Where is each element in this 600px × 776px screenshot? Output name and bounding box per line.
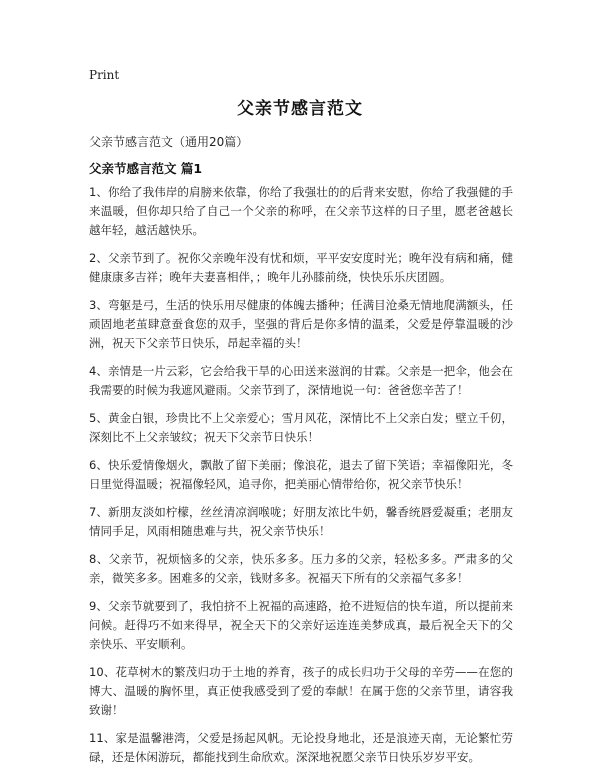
paragraph: 9、父亲节就要到了，我怕挤不上祝福的高速路，抢不进短信的快车道，所以提前来问候。赶得巧不如来得早，祝全天下的父亲好运连连美梦成真，最后祝全天下的父亲快乐、平安顺利。 xyxy=(89,599,513,651)
paragraph: 10、花草树木的繁茂归功于土地的养育，孩子的成长归功于父母的辛劳——在您的博大、温暖的胸怀里，真正使我感受到了爱的奉献！在属于您的父亲节里，请容我致谢！ xyxy=(89,665,513,717)
paragraph: 3、弯躯是弓，生活的快乐用尽健康的体魄去播种；任满目沧桑无情地爬满额头，任顽固地老茧肆意蚕食您的双手，坚强的背后是你多情的温柔，父爱是停靠温暖的沙洲，祝天下父亲节日快乐，昂起幸福的头！ xyxy=(89,298,513,350)
paragraph: 11、家是温馨港湾，父爱是扬起风帆。无论投身地北，还是浪迹天南，无论繁忙劳碌，还是休闲游玩，都能找到生命欣欢。深深地祝愿父亲节日快乐岁岁平安。 xyxy=(89,731,513,764)
paragraph-list xyxy=(89,183,513,776)
document-title: 父亲节感言范文 xyxy=(237,99,363,119)
paragraph: 4、亲情是一片云彩，它会给我干旱的心田送来滋润的甘霖。父亲是一把伞，他会在我需要的时候为我遮风避雨。父亲节到了，深情地说一句：爸爸您辛苦了！ xyxy=(89,364,513,397)
section-heading: 父亲节感言范文 篇1 xyxy=(89,161,203,176)
paragraph: 8、父亲节，祝烦恼多的父亲，快乐多多。压力多的父亲，轻松多多。严肃多的父亲，微笑多多。困难多的父亲，钱财多多。祝福天下所有的父亲福气多多！ xyxy=(89,552,513,585)
paragraph: 5、黄金白银，珍贵比不上父亲爱心；雪月风花，深情比不上父亲白发；壁立千仞，深刻比不上父亲皱纹；祝天下父亲节日快乐！ xyxy=(89,411,513,444)
paragraph: 6、快乐爱情像烟火，飘散了留下美丽；像浪花，退去了留下笑语；幸福像阳光，冬日里觉得温暖；祝福像轻风，追寻你，把美丽心情带给你，祝父亲节快乐！ xyxy=(89,458,513,491)
document-subtitle: 父亲节感言范文（通用20篇） xyxy=(89,135,249,149)
paragraph: 1、你给了我伟岸的肩膀来依靠，你给了我强壮的的后背来安慰，你给了我强健的手来温暖，但你却只给了自己一个父亲的称呼，在父亲节这样的日子里，愿老爸越长越年轻，越活越快乐。 xyxy=(89,185,513,237)
paragraph: 7、新朋友淡如柠檬，丝丝清凉润喉咙；好朋友浓比牛奶，馨香统唇爱凝重；老朋友情同手足，风雨相随患难与共，祝父亲节快乐！ xyxy=(89,505,513,538)
print-label[interactable]: Print xyxy=(89,68,120,82)
paragraph: 2、父亲节到了。祝你父亲晚年没有忧和烦，平平安安度时光；晚年没有病和痛，健健康康多吉祥；晚年夫妻喜相伴，；晚年儿孙膝前绕，快快乐乐庆团圆。 xyxy=(89,251,513,284)
